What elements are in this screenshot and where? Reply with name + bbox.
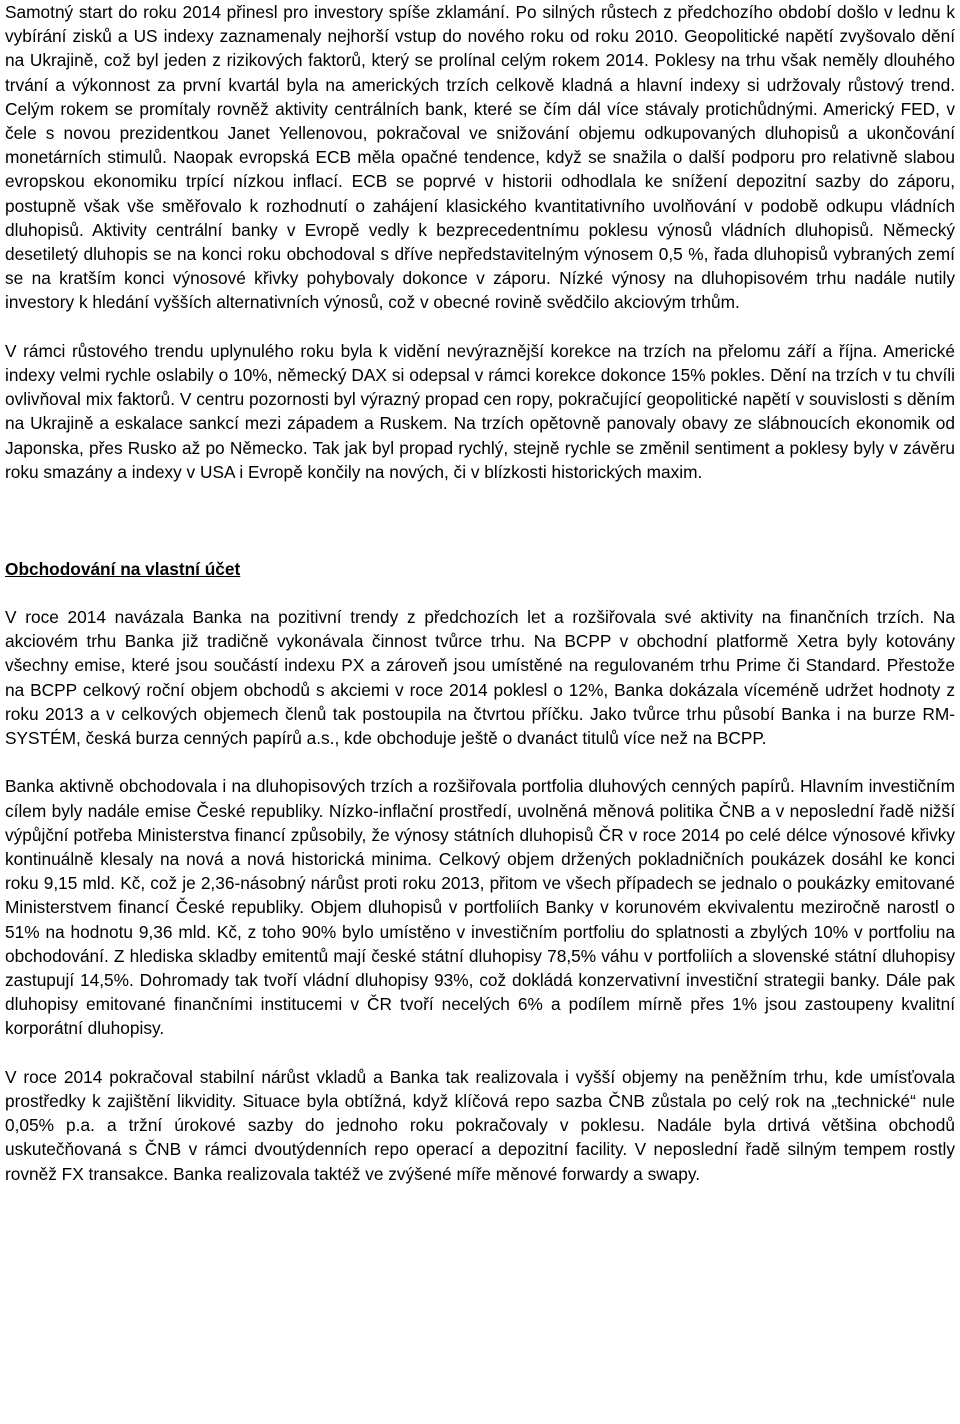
section-heading-trading: Obchodování na vlastní účet	[5, 558, 241, 579]
paragraph-equity-trading: V roce 2014 navázala Banka na pozitivní trendy z předchozích let a rozšiřovala své aktivity na finančních trzích. Na akciovém trhu Banka již tradičně vykonávala činnost tvůrce trhu. Na BCPP v obchodní platformě Xetra byly kotovány všechny emise, které jsou součástí indexu PX a zároveň jsou umístěné na regulovaném trhu Prime či Standard. Přestože na BCPP celkový roční objem obchodů s akciemi v roce 2014 poklesl o 12%, Banka dokázala víceméně udržet hodnoty z roku 2013 a v celkových objemech členů tak postoupila na čtvrtou příčku. Jako tvůrce trhu působí Banka i na burze RM-SYSTÉM, česká burza cenných papírů a.s., kde obchoduje ještě o dvanáct titulů více než na BCPP.	[5, 607, 955, 749]
paragraph-market-2014: Samotný start do roku 2014 přinesl pro investory spíše zklamání. Po silných růstech z předchozího období došlo v lednu k vybírání zisků a US indexy zaznamenaly nejhorší vstup do nového roku od roku 2010. Geopolitické napětí zvyšovalo dění na Ukrajině, což byl jeden z rizikových faktorů, který se prolínal celým rokem 2014. Poklesy na trhu však neměly dlouhého trvání a výkonnost za první kvartál byla na amerických trzích celkově kladná a hlavní indexy si udržovaly růstový trend. Celým rokem se promítaly rovněž aktivity centrálních bank, které se čím dál více stávaly protichůdnými. Americký FED, v čele s novou prezidentkou Janet Yellenovou, pokračoval ve snižování objemu odkupovaných dluhopisů a ukončování monetárních stimulů. Naopak evropská ECB měla opačné tendence, když se snažila o další podporu pro relativně slabou evropskou ekonomiku trpící nízkou inflací. ECB se poprvé v historii odhodlala ke snížení depozitní sazby do záporu, postupně však vše směřovalo k rozhodnutí o zahájení klasického kvantitativního uvolňování v podobě odkupu vládních dluhopisů. Aktivity centrální banky v Evropě vedly k bezprecedentnímu poklesu výnosů vládních dluhopisů. Německý desetiletý dluhopis se na konci roku obchodoval s dříve nepředstavitelným výnosem 0,5 %, řada dluhopisů vybraných zemí se na kratším konci výnosové křivky pohybovaly dokonce v záporu. Nízké výnosy na dluhopisovém trhu nadále nutily investory k hledání vyšších alternativních výnosů, což v obecné rovině svědčilo akciovým trhům.	[5, 2, 955, 313]
paragraph-money-market: V roce 2014 pokračoval stabilní nárůst vkladů a Banka tak realizovala i vyšší objemy na peněžním trhu, kde umísťovala prostředky k zajištění likvidity. Situace byla obtížná, když klíčová repo sazba ČNB zůstala po celý rok na „technické“ nule 0,05% p.a. a tržní úrokové sazby do jednoho roku pokračovaly v poklesu. Nadále byla drtivá většina obchodů uskutečňovaná s ČNB v rámci dvoutýdenních repo operací a depozitní facility. V neposlední řadě silným tempem rostly rovněž FX transakce. Banka realizovala taktéž ve zvýšené míře měnové forwardy a swapy.	[5, 1066, 955, 1184]
paragraph-market-correction: V rámci růstového trendu uplynulého roku byla k vidění nevýraznější korekce na trzích na přelomu září a října. Americké indexy velmi rychle oslabily o 10%, německý DAX si odepsal v rámci korekce dokonce 15% pokles. Dění na trzích v tu chvíli ovlivňoval mix faktorů. V centru pozornosti byl výrazný propad cen ropy, pokračující geopolitické napětí v souvislosti s děním na Ukrajině a eskalace sankcí mezi západem a Ruskem. Na trzích opětovně panovaly obavy ze slábnoucích ekonomik od Japonska, přes Rusko až po Německo. Tak jak byl propad rychlý, stejně rychle se změnil sentiment a poklesy byly v závěru roku smazány a indexy v USA i Evropě končily na nových, či v blízkosti historických maxim.	[5, 340, 955, 482]
paragraph-bond-trading: Banka aktivně obchodovala i na dluhopisových trzích a rozšiřovala portfolia dluhových cenných papírů. Hlavním investičním cílem byly nadále emise České republiky. Nízko-inflační prostředí, uvolněná měnová politika ČNB a v neposlední řadě nižší výpůjční potřeba Ministerstva financí způsobily, že výnosy státních dluhopisů ČR v roce 2014 po celé délce výnosové křivky kontinuálně klesaly na nová a nová historická minima. Celkový objem držených pokladničních poukázek dosáhl ke konci roku 9,15 mld. Kč, což je 2,36-násobný nárůst proti roku 2013, přitom ve všech případech se jednalo o poukázky emitované Ministerstvem financí České republiky. Objem dluhopisů v portfoliích Banky v korunovém ekvivalentu meziročně narostl o 51% na hodnotu 9,36 mld. Kč, z toho 90% bylo umístěno v investičním portfoliu do splatnosti a zbylých 10% v portfoliu na obchodování. Z hlediska skladby emitentů mají české státní dluhopisy 78,5% váhu v portfoliích a slovenské státní dluhopisy zastupují 14,5%. Dohromady tak tvoří vládní dluhopisy 93%, což dokládá konzervativní investiční strategii banky. Dále pak dluhopisy emitované finančními institucemi v ČR tvoří necelých 6% a podílem mírně přes 1% jsou zastoupeny kvalitní korporátní dluhopisy.	[5, 776, 955, 1039]
